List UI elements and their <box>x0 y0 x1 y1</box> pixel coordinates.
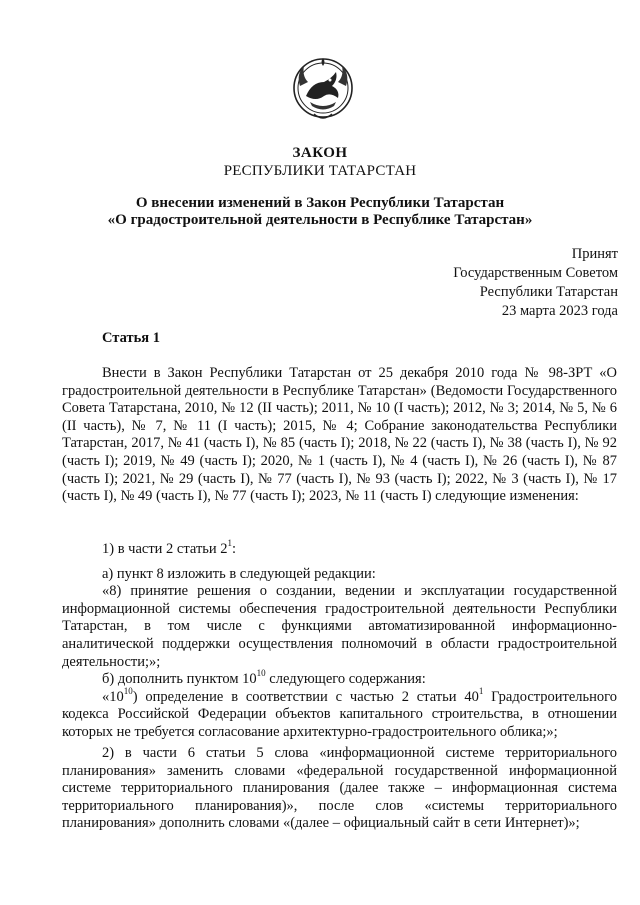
article-intro-paragraph: Внести в Закон Республики Татарстан от 25 декабря 2010 года № 98-ЗРТ «О градостроительной деятельности в Республике Татарстан» (Ведомости Государственного Совета Татарстана, 2010, № 12 (II часть); 2011, № 10 (I часть); 2012, № 3; 2014, № 5, № 6 (II часть), № 7, № 11 (I часть); 2015, № 4; Собрание законодательства Республики Татарстан, 2017, № 41 (часть I), № 85 (часть I); 2018, № 22 (часть I), № 38 (часть I), № 92 (часть I); 2019, № 49 (часть I); 2020, № 1 (часть I), № 4 (часть I), № 26 (часть I), № 87 (часть I); 2021, № 29 (часть I), № 77 (часть I), № 93 (часть I); 2022, № 3 (часть I), № 17 (часть I), № 49 (часть I), № 77 (часть I); 2023, № 11 (часть I) следующие изменения: <box>62 365 617 505</box>
coat-of-arms-emblem <box>292 52 354 128</box>
item-1-heading: 1) в части 2 статьи $2^1$: <box>102 538 237 557</box>
adoption-date: 23 марта 2023 года <box>501 303 618 319</box>
adopted-line: Республики Татарстан <box>479 284 618 300</box>
adopted-line: Принят <box>571 246 618 262</box>
item-1-block <box>62 538 617 742</box>
subject-line-2: «О градостроительной деятельности в Республике Татарстан» <box>107 212 533 228</box>
law-heading: ЗАКОН <box>292 145 348 161</box>
adopted-line: Государственным Советом <box>453 265 618 281</box>
subitem-b-quote: «$10^{10}$) определение в соответствии с частью 2 статьи $40^1$ Градостроительного кодекса Российской Федерации объектов капитального строительства, в отношении которых не требуется согласование архитектурно-градостроительного облика;»; <box>62 685 617 740</box>
subitem-a-quote: «8) принятие решения о создании, ведении и эксплуатации государственной информационной системы обеспечения градостроительной деятельности Республики Татарстан, в том числе с функциями автоматизированной информационно-аналитической поддержки осуществления полномочий в области градостроительной деятельности;»; <box>62 583 617 670</box>
republic-heading: РЕСПУБЛИКИ ТАТАРСТАН <box>223 163 417 179</box>
adoption-block <box>358 245 618 321</box>
article-title: Статья 1 <box>102 330 160 346</box>
item-2-paragraph: 2) в части 6 статьи 5 слова «информационной системе территориального планирования» заменить словами «федеральной государственной информационной системе территориального планирования (далее также – информационная система территориального планирования)», после слов «системы территориального планирования» дополнить словами «(далее – официальный сайт в сети Интернет)»; <box>62 745 617 832</box>
subitem-a-text: а) пункт 8 изложить в следующей редакции: <box>102 565 376 582</box>
subject-line-1: О внесении изменений в Закон Республики Татарстан <box>135 195 505 211</box>
subitem-b-text: б) дополнить пунктом $10^{10}$ следующего содержания: <box>102 668 426 688</box>
